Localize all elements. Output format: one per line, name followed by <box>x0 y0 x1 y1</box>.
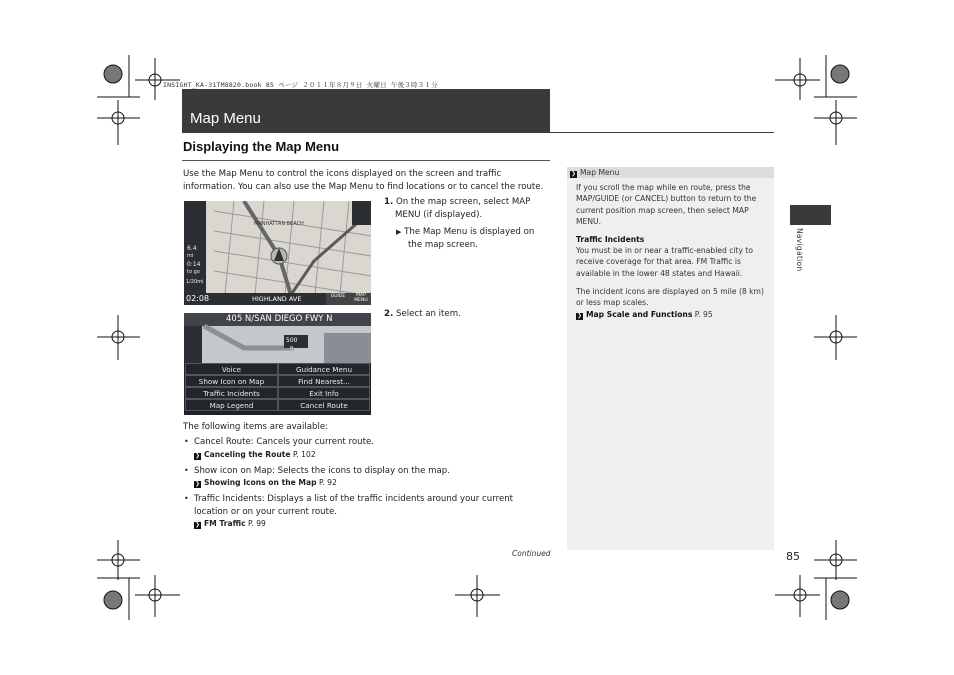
map-screen-image <box>184 201 371 305</box>
eta-readout: 0:14 <box>187 261 201 268</box>
side-note-line: . <box>598 216 602 226</box>
step-number: 1. <box>384 197 394 207</box>
reference-page: P. 102 <box>290 450 316 459</box>
step-keyword: MENU <box>395 209 421 220</box>
reference-icon: ❯ <box>571 171 576 177</box>
reference-icon: ❯ <box>577 313 582 319</box>
title-rule <box>550 132 774 133</box>
bullet-desc: Displays a list of the traffic incidents around your current <box>264 494 514 504</box>
intro-line: Use the Map Menu to control the icons displayed on the screen and traffic <box>183 169 502 179</box>
side-note-subhead: Traffic Incidents <box>576 235 645 244</box>
reference-link[interactable]: FM Traffic <box>204 519 246 528</box>
step-text: (if displayed). <box>420 209 483 220</box>
step-keyword: MAP <box>511 197 531 207</box>
side-note-line: receive coverage for that area. FM Traffic is <box>576 257 741 267</box>
ref-canceling-route[interactable] <box>194 449 316 462</box>
bullet-icon: • <box>184 466 189 475</box>
bullet-icon: • <box>184 437 189 446</box>
side-note-line: The incident icons are displayed on 5 mile (8 km) <box>576 287 764 296</box>
side-note-line: available in the lower 48 states and Hawaii. <box>576 268 743 278</box>
next-turn-distance: 500 <box>286 337 298 344</box>
section-rule <box>182 160 550 161</box>
side-note-panel <box>567 167 774 550</box>
chapter-tab-label: Navigation <box>795 228 804 272</box>
reference-page: P. 95 <box>692 310 713 319</box>
side-note-line: If you scroll the map while en route, press the <box>576 183 751 192</box>
side-note-reference[interactable] <box>576 309 713 320</box>
reference-link[interactable]: Showing Icons on the Map <box>204 478 317 487</box>
step-result-line: the map screen. <box>408 239 478 250</box>
step-number: 2. <box>384 309 394 319</box>
menu-item-guidance-menu[interactable]: Guidance Menu <box>278 363 370 375</box>
reference-link[interactable]: Canceling the Route <box>204 450 291 459</box>
following-text: The following items are available: <box>183 422 329 432</box>
bullet-traffic-incidents <box>194 493 544 518</box>
route-header: 405 N/SAN DIEGO FWY N <box>226 314 333 324</box>
print-header: INSIGHT_KA-31TM8820.book 85 ページ ２０１１年８月９日 火曜日 午後３時３１分 <box>163 81 438 89</box>
step-text: Select an item. <box>395 309 461 319</box>
map-menu-button-label: MENU <box>354 298 368 303</box>
side-note-para2 <box>576 245 771 279</box>
menu-item-cancel-route[interactable]: Cancel Route <box>278 399 370 411</box>
map-scale: 1/20mi <box>186 279 204 285</box>
clock: 02:08 <box>186 294 210 303</box>
reference-page: P. 92 <box>316 478 337 487</box>
menu-item-show-icon-on-map[interactable]: Show Icon on Map <box>185 375 278 387</box>
ref-fm-traffic[interactable] <box>194 518 266 531</box>
side-note-line: MAP/GUIDE (or CANCEL) button to return to the <box>576 194 757 204</box>
reference-icon: ❯ <box>195 481 200 487</box>
side-note-keyword: MENU <box>576 216 599 226</box>
menu-item-find-nearest[interactable]: Find Nearest... <box>278 375 370 387</box>
bullet-desc: Cancels your current route. <box>253 437 374 447</box>
chapter-title-bar <box>182 89 550 133</box>
step-result-line: The Map Menu is displayed on <box>404 227 535 237</box>
bullet-term: Show icon on Map: <box>194 466 275 476</box>
distance-readout: 6.4 <box>187 245 197 252</box>
side-note-title <box>570 167 619 178</box>
reference-icon: ❯ <box>195 453 200 459</box>
reference-link[interactable]: Map Scale and Functions <box>586 310 693 319</box>
current-street: HIGHLAND AVE <box>252 295 302 303</box>
eta-unit: to go <box>187 269 200 275</box>
side-note-line: You must be in or near a traffic-enabled city to <box>576 246 754 255</box>
bullet-show-icon <box>194 465 450 478</box>
step-1-result <box>396 226 534 251</box>
menu-item-exit-info[interactable]: Exit Info <box>278 387 370 399</box>
next-turn-unit: ft <box>290 346 294 352</box>
section-title: Displaying the Map Menu <box>183 139 340 154</box>
map-menu-button-label: MAP <box>356 293 366 298</box>
side-note-line: or less map scales. <box>576 298 649 308</box>
page-number: 85 <box>786 550 800 563</box>
side-note-keyword: MAP <box>732 205 749 215</box>
bullet-term: Cancel Route: <box>194 437 254 447</box>
chapter-tab <box>790 205 831 225</box>
side-note-title-text: Map Menu <box>580 168 620 177</box>
intro-paragraph <box>183 168 543 193</box>
distance-unit: mi <box>187 253 194 259</box>
step-2 <box>384 308 461 321</box>
side-note-para1 <box>576 182 771 227</box>
side-note-line: current position map screen, then select <box>576 205 733 215</box>
menu-item-map-legend[interactable]: Map Legend <box>185 399 278 411</box>
map-menu-screen-image <box>184 313 371 415</box>
arrow-icon: ▶ <box>396 228 402 236</box>
map-street-label: MANHATTAN BEACH <box>254 221 304 227</box>
reference-page: P. 99 <box>245 519 266 528</box>
reference-icon: ❯ <box>195 522 200 528</box>
menu-item-traffic-incidents[interactable]: Traffic Incidents <box>185 387 278 399</box>
bullet-cancel-route <box>194 436 374 449</box>
continued-label: Continued <box>512 549 551 558</box>
step-text: On the map screen, select <box>395 197 512 207</box>
side-note-para3 <box>576 286 771 309</box>
guide-button[interactable]: GUIDE <box>330 294 346 299</box>
bullet-desc-line: location or on your current route. <box>194 506 338 517</box>
intro-line: information. You can also use the Map Menu to find locations or to cancel the route. <box>183 181 544 192</box>
bullet-icon: • <box>184 494 189 503</box>
bullet-desc: Selects the icons to display on the map. <box>274 466 450 476</box>
ref-showing-icons[interactable] <box>194 477 337 490</box>
step-1 <box>384 196 554 221</box>
bullet-term: Traffic Incidents: <box>194 494 265 504</box>
menu-item-voice[interactable]: Voice <box>185 363 278 375</box>
chapter-title: Map Menu <box>190 110 261 127</box>
map-menu-button[interactable] <box>351 293 371 303</box>
